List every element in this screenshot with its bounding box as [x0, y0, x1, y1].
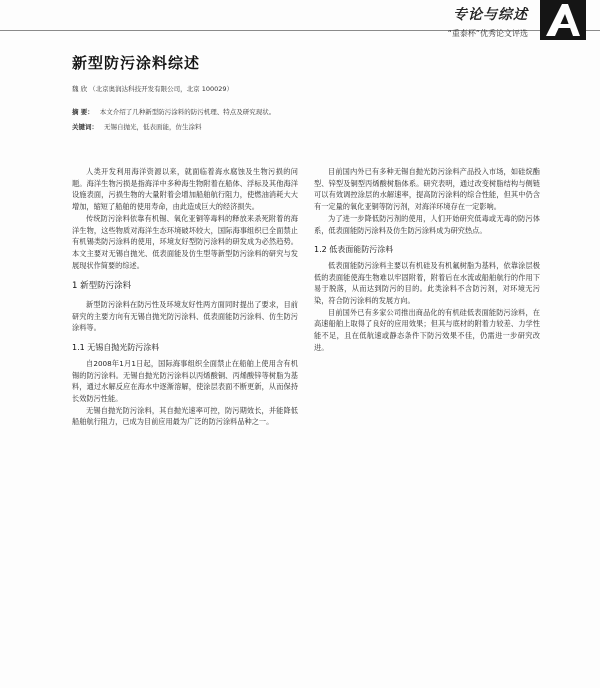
section-heading: 1 新型防污涂料	[72, 281, 132, 292]
right-column	[314, 166, 540, 354]
article-title: 新型防污涂料综述	[72, 54, 201, 72]
abstract-label: 摘 要：	[72, 108, 94, 116]
keywords-label: 关键词：	[72, 123, 98, 131]
section-title: 专论与综述	[453, 7, 528, 23]
subsection-heading: 1.2 低表面能防污涂料	[314, 245, 394, 255]
subsection-heading: 1.1 无锡自抛光防污涂料	[72, 343, 160, 353]
body-paragraph: 自2008年1月1日起，国际海事组织全面禁止在船舶上使用含有机锡的防污涂料。无锡自抛光防污涂料以丙烯酸铜、丙烯酸锌等树脂为基料，通过水解反应在海水中逐渐溶解，使涂层表面不断更新，从而保持长效防污性能。	[72, 358, 298, 403]
running-header	[448, 4, 528, 39]
left-column	[72, 166, 298, 428]
body-paragraph: 新型防污涂料在防污性及环境友好性两方面同时提出了要求，目前研究的主要方向有无锡自抛光防污涂料、低表面能防污涂料、仿生防污涂料等。	[72, 300, 298, 333]
intro-paragraph: 传统防污涂料依靠有机锡、氧化亚铜等毒料的释放来杀死附着的海洋生物，这些物质对海洋生态环境破坏较大，国际海事组织已全面禁止有机锡类防污涂料的使用，环境友好型防污涂料的研发成为必然趋势。本文主要对无锡自抛光、低表面能及仿生型等新型防污涂料的研究与发展现状作简要的综述。	[72, 213, 298, 270]
author-line: 魏 欣 （北京奥润达科技开发有限公司，北京 100029）	[72, 85, 234, 93]
body-paragraph: 目前国内外已有多种无锡自抛光防污涂料产品投入市场，如硅烷酯型、锌型及铜型丙烯酸树脂体系。研究表明，通过改变树脂结构与侧链可以有效调控涂层的水解速率，提高防污涂料的综合性能，但其中仍含有一定量的氧化亚铜等防污剂，对海洋环境存在一定影响。	[314, 167, 540, 212]
keywords	[72, 122, 202, 131]
body-paragraph: 为了进一步降低防污剂的使用，人们开始研究低毒或无毒的防污体系，低表面能防污涂料及仿生防污涂料成为研究热点。	[314, 213, 540, 235]
body-paragraph: 低表面能防污涂料主要以有机硅及有机氟树脂为基料，依靠涂层极低的表面能使海生物难以牢固附着，附着后在水流或船舶航行的作用下易于脱落，从而达到防污的目的。此类涂料不含防污剂，对环境无污染，符合防污涂料的发展方向。	[314, 260, 540, 306]
abstract-text: 本文介绍了几种新型防污涂料的防污机理、特点及研究现状。	[99, 108, 276, 116]
magazine-logo-icon	[540, 0, 586, 40]
body-paragraph: 无锡自抛光防污涂料，其自抛光速率可控，防污期效长，并能降低船舶航行阻力，已成为目前应用最为广泛的防污涂料品种之一。	[72, 405, 298, 427]
keywords-text: 无锡自抛光，低表面能，仿生涂料	[104, 123, 202, 131]
abstract	[72, 107, 542, 117]
series-label: “重泰杯”优秀论文评选	[447, 29, 528, 38]
intro-paragraph: 人类开发利用海洋资源以来，就面临着海水腐蚀及生物污损的问题。海洋生物污损是指海洋中多种海生物附着在船体、浮标及其他海洋设施表面，污损生物的大量附着会增加船舶航行阻力，使燃油消耗大大增加，缩短了船舶的使用寿命，由此造成巨大的经济损失。	[72, 167, 298, 212]
body-paragraph: 目前国外已有多家公司推出商品化的有机硅低表面能防污涂料，在高速船舶上取得了良好的应用效果；但其与底材的附着力较差、力学性能不足，且在低航速或静态条件下防污效果不佳，仍需进一步研究改进。	[314, 307, 540, 352]
